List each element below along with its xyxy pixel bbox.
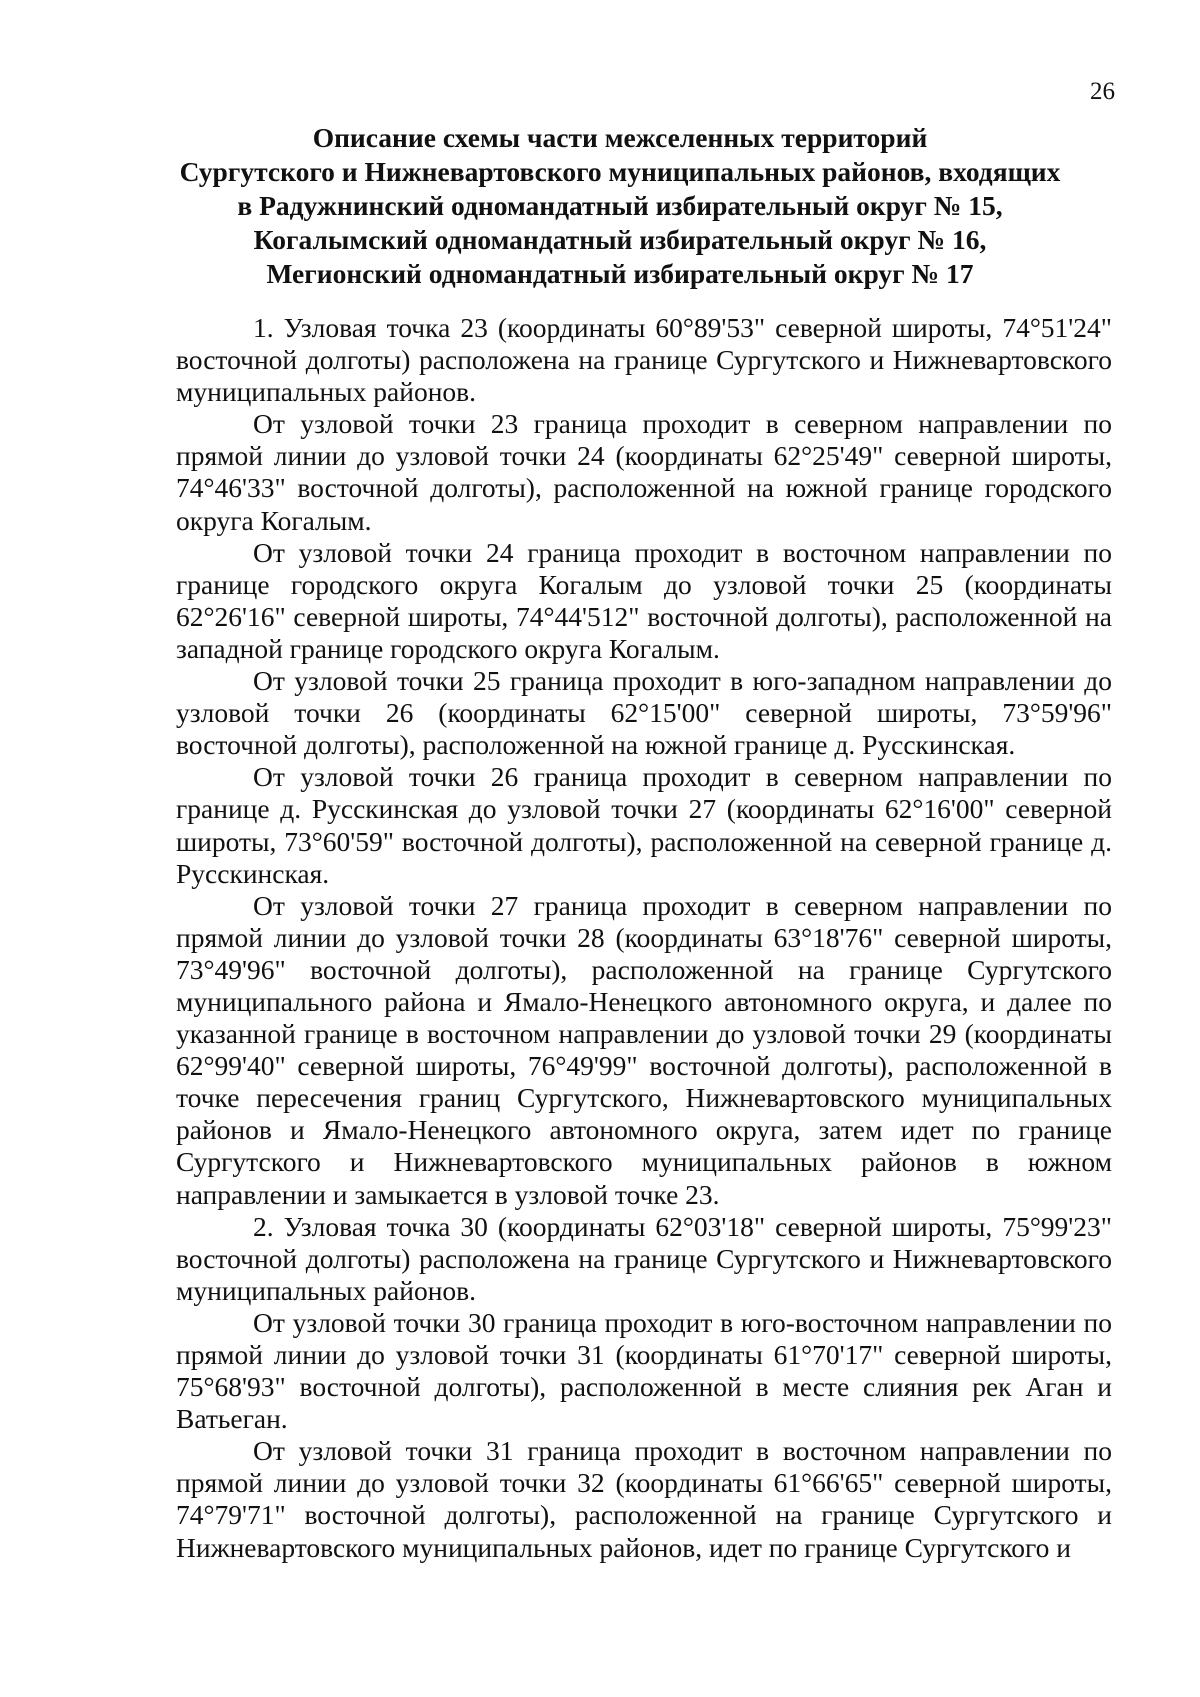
paragraph-node-23: 1. Узловая точка 23 (координаты 60°89'53" северной широты, 74°51'24" восточной долготы) расположена на границе Сургутского и Нижневартовского муниципальных районов. — [176, 312, 1112, 408]
paragraph-node-27-to-29: От узловой точки 27 граница проходит в северном направлении по прямой линии до узловой точки 28 (координаты 63°18'76" северной широты, 73°49'96" восточной долготы), расположенной на границе Сургутского муниципального района и Ямало-Ненецкого автономного округа, и далее по указанной границе в восточном направлении до узловой точки 29 (координаты 62°99'40" северной широты, 76°49'99" восточной долготы), расположенной в точке пересечения границ Сургутского, Нижневартовского муниципальных районов и Ямало-Ненецкого автономного округа, затем идет по границе Сургутского и Нижневартовского муниципальных районов в южном направлении и замыкается в узловой точке 23. — [176, 889, 1112, 1210]
title-line: Мегионский одномандатный избирательный округ № 17 — [266, 258, 974, 289]
title-line: в Радужнинский одномандатный избирательный округ № 15, — [237, 190, 1003, 221]
document-body — [176, 312, 1112, 1564]
paragraph-node-26-to-27: От узловой точки 26 граница проходит в северном направлении по границе д. Русскинская до узловой точки 27 (координаты 62°16'00" северной широты, 73°60'59" восточной долготы), расположенной на северной границе д. Русскинская. — [176, 761, 1112, 889]
paragraph-node-31-to-32: От узловой точки 31 граница проходит в восточном направлении по прямой линии до узловой точки 32 (координаты 61°66'65" северной широты, 74°79'71" восточной долготы), расположенной на границе Сургутского и Нижневартовского муниципальных районов, идет по границе Сургутского и — [176, 1435, 1112, 1563]
title-line: Описание схемы части межселенных территорий — [312, 122, 928, 153]
page-number: 26 — [1090, 78, 1115, 105]
paragraph-node-25-to-26: От узловой точки 25 граница проходит в юго-западном направлении до узловой точки 26 (координаты 62°15'00" северной широты, 73°59'96" восточной долготы), расположенной на южной границе д. Русскинская. — [176, 665, 1112, 761]
paragraph-node-30-to-31: От узловой точки 30 граница проходит в юго-восточном направлении по прямой линии до узловой точки 31 (координаты 61°70'17" северной широты, 75°68'93" восточной долготы), расположенной в месте слияния рек Аган и Ватьеган. — [176, 1306, 1112, 1435]
title-line: Сургутского и Нижневартовского муниципальных районов, входящих — [179, 156, 1061, 187]
paragraph-node-30: 2. Узловая точка 30 (координаты 62°03'18" северной широты, 75°99'23" восточной долготы) расположена на границе Сургутского и Нижневартовского муниципальных районов. — [176, 1210, 1112, 1306]
paragraph-node-24-to-25: От узловой точки 24 граница проходит в восточном направлении по границе городского округа Когалым до узловой точки 25 (координаты 62°26'16" северной широты, 74°44'512" восточной долготы), расположенной на западной границе городского округа Когалым. — [176, 536, 1112, 664]
title-line: Когалымский одномандатный избирательный округ № 16, — [253, 224, 987, 255]
document-title — [150, 121, 1090, 291]
paragraph-node-23-to-24: От узловой точки 23 граница проходит в северном направлении по прямой линии до узловой точки 24 (координаты 62°25'49" северной широты, 74°46'33" восточной долготы), расположенной на южной границе городского округа Когалым. — [176, 408, 1112, 536]
